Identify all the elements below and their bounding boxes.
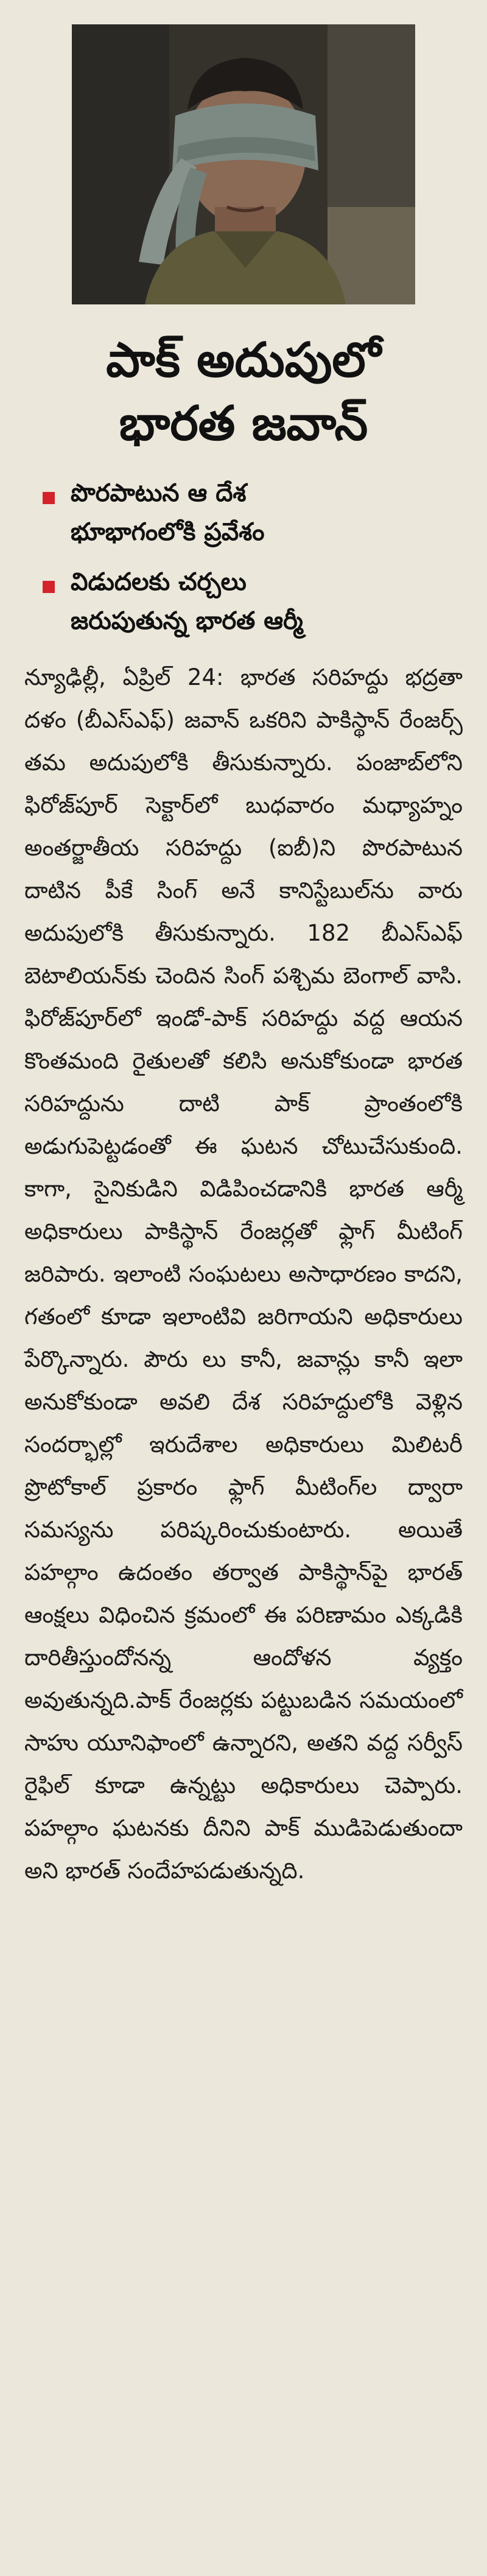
headline-line-1: పాక్ అదుపులో — [106, 333, 381, 388]
blindfolded-soldier-image — [72, 24, 415, 304]
bullet-line: పొరపాటున ఆ దేశ — [71, 479, 247, 507]
bullet-line: జరుపుతున్న భారత ఆర్మీ — [71, 607, 303, 635]
bullet-line: భూభాగంలోకి ప్రవేశం — [71, 518, 265, 546]
bullet-line: విడుదలకు చర్చలు — [71, 568, 247, 596]
bullet-item — [18, 474, 469, 552]
headline — [18, 329, 469, 455]
bullet-item — [18, 563, 469, 640]
bullet-list — [18, 474, 469, 640]
article-body: న్యూఢిల్లీ, ఏప్రిల్ 24: భారత సరిహద్దు భద్రతా దళం (బీఎస్ఎఫ్) జవాన్ ఒకరిని పాకిస్థాన్ రేంజర్స్ తమ అదుపులోకి తీసుకున్నారు. పంజాబ్‌లోని ఫిరోజ్‌పూర్ సెక్టార్‌లో బుధవారం మధ్యాహ్నం అంతర్జాతీయ సరిహద్దు (ఐబీ)ని పొరపాటున దాటిన పీకే సింగ్ అనే కానిస్టేబుల్‌ను వారు అదుపులోకి తీసుకున్నారు. 182 బీఎస్ఎఫ్ బెటాలియన్‌కు చెందిన సింగ్ పశ్చిమ బెంగాల్ వాసి. ఫిరోజ్‌పూర్‌లో ఇండో-పాక్ సరిహద్దు వద్ద ఆయన కొంతమంది రైతులతో కలిసి అనుకోకుండా భారత సరిహద్దును దాటి పాక్ ప్రాంతంలోకి అడుగుపెట్టడంతో ఈ ఘటన చోటుచేసుకుంది. కాగా, సైనికుడిని విడిపించడానికి భారత ఆర్మీ అధికారులు పాకిస్థాన్ రేంజర్లతో ఫ్లాగ్ మీటింగ్ జరిపారు. ఇలాంటి సంఘటలు అసాధారణం కాదని, గతంలో కూడా ఇలాంటివి జరిగాయని అధికారులు పేర్కొన్నారు. పౌరు లు కానీ, జవాన్లు కానీ ఇలా అనుకోకుండా అవలి దేశ సరిహద్దులోకి వెళ్లిన సందర్భాల్లో ఇరుదేశాల అధికారులు మిలిటరీ ప్రొటోకాల్ ప్రకారం ఫ్లాగ్ మీటింగ్‌ల ద్వారా సమస్యను పరిష్కరించుకుంటారు. అయితే పహల్గాం ఉదంతం తర్వాత పాకిస్థాన్‌పై భారత్ ఆంక్షలు విధించిన క్రమంలో ఈ పరిణామం ఎక్కడికి దారితీస్తుందోనన్న ఆందోళన వ్యక్తం అవుతున్నది.పాక్ రేంజర్లకు పట్టుబడిన సమయంలో సాహు యూనిఫాంలో ఉన్నారని, అతని వద్ద సర్వీస్ రైఫిల్ కూడా ఉన్నట్టు అధికారులు చెప్పారు. పహల్గాం ఘటనకు దీనిని పాక్ ముడిపెడుతుందా అని భారత్ సందేహపడుతున్నది. — [24, 664, 463, 1884]
article-photo — [72, 24, 415, 304]
red-square-bullet-icon — [43, 492, 55, 504]
red-square-bullet-icon — [43, 581, 55, 593]
headline-line-2: భారత జవాన్ — [119, 396, 368, 451]
